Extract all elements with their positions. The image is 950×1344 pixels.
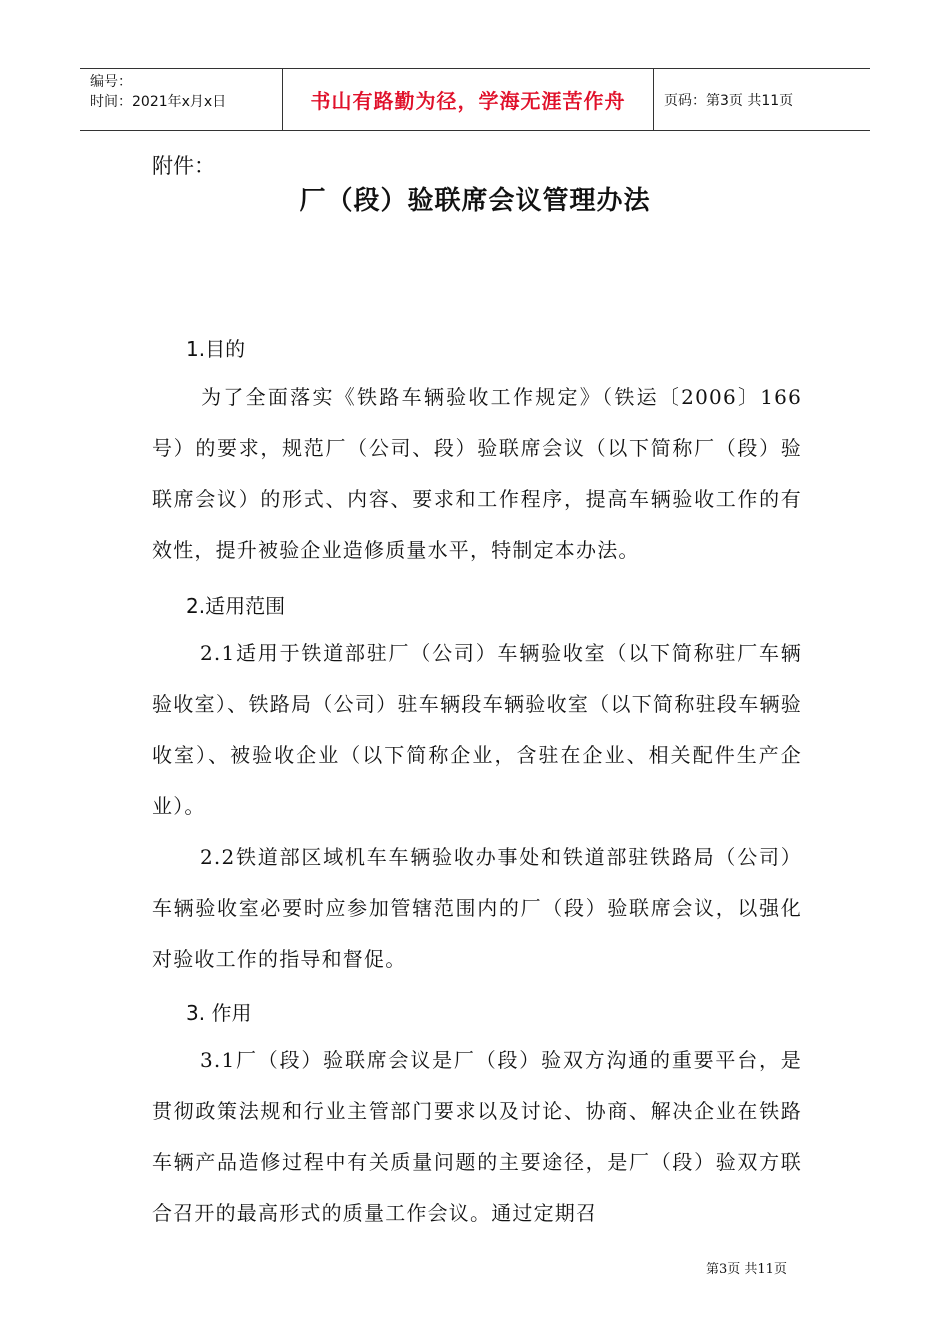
section-2-paragraph-1-text: 2.1适用于铁道部驻厂（公司）车辆验收室（以下简称驻厂车辆验收室）、铁路局（公司）驻车辆段车辆验收室（以下简称驻段车辆验收室）、被验收企业（以下简称企业，含驻在企业、相关配件生产企业）。: [152, 641, 802, 818]
section-1-heading: 1.目的: [186, 337, 246, 361]
section-1-paragraph-text: 为了全面落实《铁路车辆验收工作规定》（铁运〔2006〕166号）的要求，规范厂（公司、段）验联席会议（以下简称厂（段）验联席会议）的形式、内容、要求和工作程序，提高车辆验收工作的有效性，提升被验企业造修质量水平，特制定本办法。: [152, 385, 802, 562]
header-motto-cell: [282, 69, 654, 130]
attachment-label: 附件：: [152, 154, 215, 178]
page-info: 页码：第3页 共11页: [664, 92, 794, 109]
section-2-heading: 2.适用范围: [186, 594, 286, 618]
document-title: 厂（段）验联席会议管理办法: [299, 186, 651, 216]
section-1-paragraph: [152, 372, 802, 576]
header-meta-cell: [80, 69, 282, 130]
motto-text: 书山有路勤为径，学海无涯苦作舟: [310, 89, 626, 113]
section-3-heading: 3. 作用: [186, 1001, 252, 1025]
section-3-paragraph-1-text: 3.1厂（段）验联席会议是厂（段）验双方沟通的重要平台，是贯彻政策法规和行业主管部门要求以及讨论、协商、解决企业在铁路车辆产品造修过程中有关质量问题的主要途径，是厂（段）验双方联合召开的最高形式的质量工作会议。通过定期召: [152, 1048, 802, 1225]
header-table: [80, 68, 870, 131]
section-2-paragraph-2: [152, 832, 802, 985]
header-page-cell: [654, 69, 870, 130]
page-footer: 第3页 共11页: [706, 1262, 787, 1277]
time-label: 时间：2021年x月x日: [90, 94, 227, 110]
section-2-paragraph-1: [152, 628, 802, 832]
section-3-paragraph-1: [152, 1035, 802, 1239]
number-label: 编号：: [90, 74, 132, 90]
section-2-paragraph-2-text: 2.2铁道部区域机车车辆验收办事处和铁道部驻铁路局（公司）车辆验收室必要时应参加管辖范围内的厂（段）验联席会议，以强化对验收工作的指导和督促。: [152, 845, 802, 971]
